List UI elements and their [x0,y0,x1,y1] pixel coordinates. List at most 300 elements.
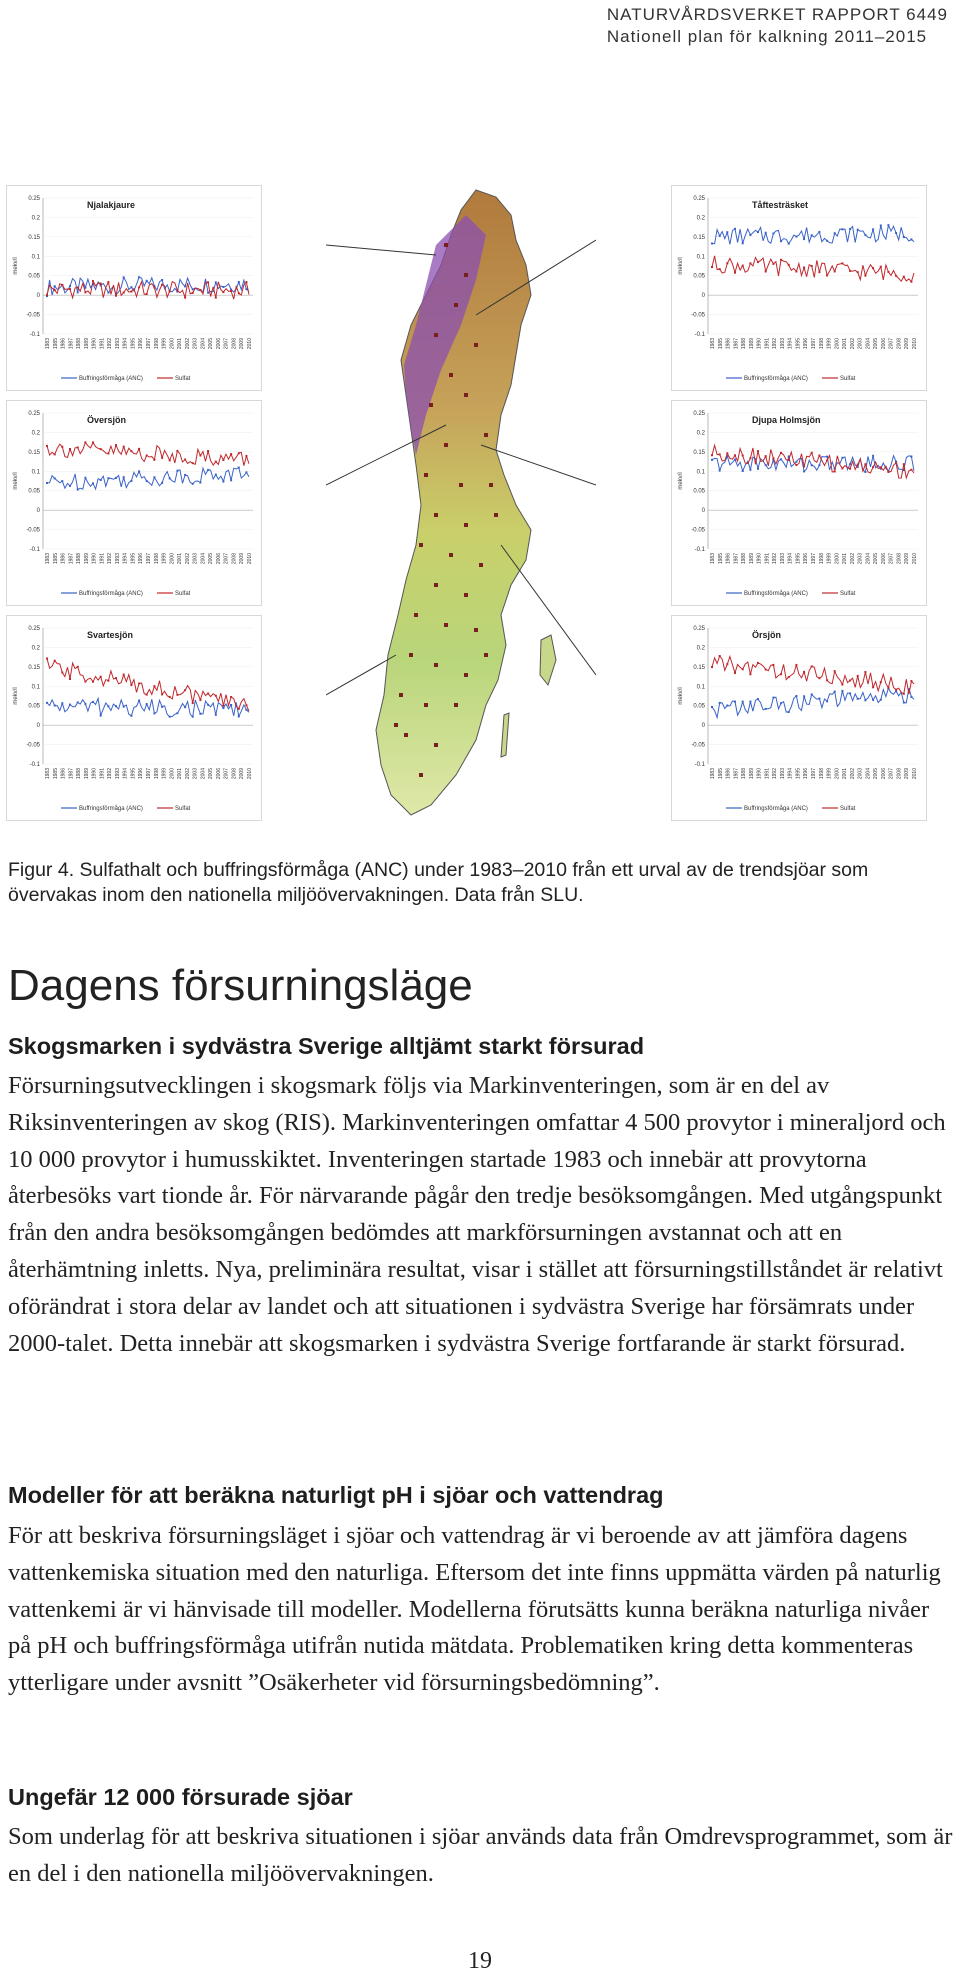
anc-point [77,291,79,293]
chart-title: Tåftesträsket [752,200,809,210]
figure-caption: Figur 4. Sulfathalt och buffringsförmåga (ANC) under 1983–2010 från ett urval av de trendsjöar som övervakas inom den nationella miljöövervakningen. Data från SLU. [8,859,869,906]
sulfat-point [872,267,874,269]
anc-point [192,483,194,485]
sulfat-point [100,676,102,678]
lake-marker [444,623,448,627]
x-tick-label: 1989 [748,768,755,780]
lake-marker [434,583,438,587]
x-tick-label: 1998 [153,768,160,780]
x-tick-label: 1988 [76,768,83,780]
sulfat-point [169,290,171,292]
sulfat-point [711,666,713,668]
sulfat-point [857,675,859,677]
sulfat-point [895,462,897,464]
sulfat-point [130,291,132,293]
sulfat-point [176,450,178,452]
sulfat-point [192,702,194,704]
x-tick-label: 2005 [208,768,215,780]
anc-point [826,240,828,242]
x-tick-label: 1991 [764,338,771,350]
y-axis-label: mekv/l [13,687,19,705]
x-tick-label: 1999 [161,553,168,565]
x-tick-label: 2008 [231,338,238,350]
x-tick-label: 1992 [772,553,779,565]
lake-marker [424,703,428,707]
x-tick-label: 2000 [834,553,841,565]
sulfat-point [795,464,797,466]
anc-point [780,702,782,704]
lake-marker [414,613,418,617]
x-tick-label: 1990 [91,338,98,350]
x-tick-label: 2004 [200,338,207,350]
x-tick-label: 2009 [239,768,246,780]
x-tick-label: 1985 [52,338,59,350]
sulfat-point [138,683,140,685]
sulfat-point [749,262,751,264]
sulfat-point [864,671,866,673]
x-tick-label: 1999 [826,553,833,565]
sulfat-point [811,665,813,667]
x-tick-label: 1992 [107,768,114,780]
x-tick-label: 1990 [756,768,763,780]
x-tick-label: 1994 [122,338,129,350]
anc-point [910,238,912,240]
anc-point [826,456,828,458]
trend-chart [672,186,926,390]
anc-point [130,715,132,717]
section-heading-sjoar: Ungefär 12 000 försurade sjöar [8,1784,353,1810]
trend-chart [7,186,261,390]
sulfat-point [54,453,56,455]
x-tick-label: 1997 [811,768,817,780]
sulfat-point [92,442,94,444]
sulfat-point [123,292,125,294]
anc-point [61,702,63,704]
sulfat-point [872,466,874,468]
figure-4 [6,185,956,825]
x-tick-label: 1988 [76,338,83,350]
sulfat-point [230,696,232,698]
sulfat-point [895,275,897,277]
x-tick-label: 1995 [795,768,802,780]
x-tick-label: 1983 [710,553,716,565]
sulfat-point [803,267,805,269]
x-tick-label: 1985 [52,553,59,565]
sulfat-point [230,453,232,455]
y-tick-label: 0.25 [693,626,705,632]
x-tick-label: 2005 [873,338,880,350]
y-tick-label: 0.2 [31,430,40,437]
sulfat-point [161,457,163,459]
anc-point [123,706,125,708]
anc-point [77,489,79,491]
anc-point [192,716,194,718]
sulfat-series-line [47,442,249,465]
trend-chart [672,401,926,605]
anc-series-line [712,225,914,244]
legend-anc: Buffringsförmåga (ANC) [744,806,808,812]
anc-point [780,458,782,460]
anc-point [107,705,109,707]
sulfat-point [772,263,774,265]
sulfat-point [77,287,79,289]
x-tick-label: 1996 [803,338,810,350]
y-tick-label: 0.25 [693,196,705,202]
sulfat-point [903,463,905,465]
x-tick-label: 2010 [912,338,918,350]
anc-point [215,281,217,283]
lake-marker [489,483,493,487]
lake-marker [459,483,463,487]
y-tick-label: -0.05 [691,742,705,749]
x-tick-label: 1985 [717,553,724,565]
sulfat-point [795,271,797,273]
anc-point [184,285,186,287]
sulfat-point [138,286,140,288]
legend-sulfat: Sulfat [840,591,856,597]
x-tick-label: 1998 [818,338,825,350]
sulfat-point [146,455,148,457]
lake-marker [419,773,423,777]
anc-point [788,711,790,713]
sulfat-series-line [712,256,914,282]
x-tick-label: 2001 [842,768,849,780]
anc-point [742,242,744,244]
y-axis-label: mekv/l [678,257,684,275]
anc-point [238,467,240,469]
y-axis-label: mekv/l [13,472,19,490]
chart-title: Örsjön [752,630,782,640]
anc-point [887,224,889,226]
anc-point [864,234,866,236]
x-tick-label: 2000 [169,553,176,565]
sulfat-point [765,455,767,457]
sulfat-point [788,459,790,461]
x-tick-label: 1987 [733,338,740,350]
sulfat-point [772,457,774,459]
sulfat-point [92,681,94,683]
sulfat-point [734,272,736,274]
sulfat-point [46,294,48,296]
x-tick-label: 1990 [91,768,98,780]
anc-point [910,456,912,458]
lake-marker [409,653,413,657]
sulfat-point [146,293,148,295]
anc-point [826,700,828,702]
sulfat-point [192,292,194,294]
sulfat-point [199,699,201,701]
y-tick-label: -0.1 [29,762,40,768]
anc-point [77,701,79,703]
x-tick-label: 1993 [779,553,786,565]
y-tick-label: 0.1 [696,254,705,261]
x-tick-label: 1985 [717,338,724,350]
sulfat-point [726,663,728,665]
sulfat-point [100,283,102,285]
x-tick-label: 1988 [741,768,748,780]
x-tick-label: 2008 [231,768,238,780]
y-tick-label: 0.25 [28,411,40,417]
y-tick-label: 0.15 [28,449,40,456]
x-tick-label: 1986 [60,338,67,350]
anc-point [795,461,797,463]
x-tick-label: 1992 [107,338,114,350]
y-tick-label: 0.05 [28,703,40,710]
sulfat-point [184,297,186,299]
anc-point [92,482,94,484]
anc-point [69,704,71,706]
sulfat-point [123,674,125,676]
anc-point [69,285,71,287]
anc-point [245,709,247,711]
y-tick-label: -0.1 [694,332,705,338]
anc-point [849,692,851,694]
lake-marker [419,543,423,547]
x-tick-label: 2003 [857,553,864,565]
anc-point [230,479,232,481]
x-tick-label: 1993 [114,338,121,350]
y-tick-label: 0.1 [31,469,40,476]
x-tick-label: 1993 [779,768,786,780]
sulfat-point [903,276,905,278]
x-tick-label: 2000 [834,338,841,350]
x-tick-label: 2002 [184,553,191,565]
anc-point [84,703,86,705]
x-tick-label: 1991 [99,338,106,350]
sulfat-point [107,281,109,283]
sulfat-point [726,452,728,454]
sulfat-point [803,671,805,673]
anc-point [146,280,148,282]
lake-marker [494,513,498,517]
lake-marker [479,563,483,567]
sulfat-point [910,680,912,682]
y-tick-label: 0.05 [28,273,40,280]
chart-panel-orsjon [671,615,927,821]
anc-point [788,243,790,245]
sulfat-point [69,288,71,290]
sulfat-point [841,467,843,469]
x-tick-label: 1995 [130,338,137,350]
lake-marker [429,403,433,407]
running-header [607,4,948,48]
legend-sulfat: Sulfat [840,806,856,812]
x-tick-label: 2005 [873,768,880,780]
lake-marker [449,373,453,377]
trend-chart [7,401,261,605]
sulfat-point [818,271,820,273]
sulfat-point [153,685,155,687]
y-tick-label: 0.2 [696,645,705,652]
sulfat-point [215,695,217,697]
anc-point [772,697,774,699]
sulfat-point [100,448,102,450]
anc-point [765,708,767,710]
x-tick-label: 1994 [787,553,794,565]
x-tick-label: 2002 [849,338,856,350]
sulfat-point [826,274,828,276]
anc-point [169,716,171,718]
x-tick-label: 1992 [107,553,114,565]
sulfat-point [895,689,897,691]
sulfat-point [54,289,56,291]
x-tick-label: 1987 [733,768,740,780]
anc-point [841,690,843,692]
sulfat-point [215,461,217,463]
x-tick-label: 1994 [787,768,794,780]
anc-point [857,698,859,700]
sulfat-point [780,452,782,454]
sulfat-point [130,450,132,452]
x-tick-label: 2000 [834,768,841,780]
y-tick-label: 0.15 [693,664,705,671]
sulfat-point [780,259,782,261]
x-tick-label: 2008 [896,553,903,565]
sulfat-point [61,284,63,286]
x-tick-label: 2003 [857,768,864,780]
sulfat-point [207,450,209,452]
x-tick-label: 2003 [192,338,199,350]
x-tick-label: 2003 [857,338,864,350]
sulfat-point [857,464,859,466]
sulfat-point [238,292,240,294]
lake-marker [454,703,458,707]
sulfat-point [719,268,721,270]
x-tick-label: 1996 [138,338,145,350]
anc-point [222,707,224,709]
y-tick-label: 0.1 [31,254,40,261]
sulfat-point [46,445,48,447]
anc-point [138,470,140,472]
lake-marker [484,653,488,657]
anc-point [146,480,148,482]
lake-marker [484,433,488,437]
lake-marker [474,628,478,632]
x-tick-label: 2001 [177,768,184,780]
sulfat-point [826,459,828,461]
x-tick-label: 1992 [772,338,779,350]
anc-point [880,699,882,701]
x-tick-label: 1995 [795,338,802,350]
legend-sulfat: Sulfat [175,806,191,812]
lake-marker [399,693,403,697]
x-tick-label: 1990 [91,553,98,565]
x-tick-label: 2010 [247,553,253,565]
x-tick-label: 1987 [68,553,75,565]
anc-point [872,699,874,701]
lake-marker [444,243,448,247]
x-tick-label: 2002 [849,768,856,780]
anc-point [803,470,805,472]
sulfat-point [115,444,117,446]
anc-point [245,471,247,473]
section-body-sjoar: Som underlag för att beskriva situationen i sjöar används data från Omdrevsprogrammet, som är en del i den nationella miljöövervakningen. [8,1823,953,1887]
y-tick-label: 0.25 [28,196,40,202]
legend-anc: Buffringsförmåga (ANC) [744,376,808,382]
anc-point [192,288,194,290]
anc-point [765,232,767,234]
anc-point [872,228,874,230]
x-tick-label: 2003 [192,553,199,565]
y-tick-label: 0 [36,723,40,730]
anc-point [138,700,140,702]
anc-point [818,464,820,466]
lake-marker [464,273,468,277]
x-tick-label: 2006 [215,768,222,780]
x-tick-label: 1983 [710,768,716,780]
anc-point [811,234,813,236]
x-tick-label: 2000 [169,768,176,780]
sulfat-point [138,448,140,450]
x-tick-label: 1989 [748,553,755,565]
anc-point [849,228,851,230]
anc-point [61,480,63,482]
y-tick-label: 0.25 [693,411,705,417]
sulfat-point [849,270,851,272]
x-tick-label: 1989 [748,338,755,350]
sulfat-point [115,295,117,297]
anc-point [169,477,171,479]
x-tick-label: 1999 [826,768,833,780]
page-number: 19 [468,1948,492,1974]
sulfat-point [222,705,224,707]
trend-chart [7,616,261,820]
x-tick-label: 2010 [247,768,253,780]
anc-point [238,281,240,283]
lake-marker [434,663,438,667]
sulfat-point [841,684,843,686]
sulfat-point [69,678,71,680]
x-tick-label: 1986 [725,768,732,780]
x-tick-label: 1989 [83,338,90,350]
anc-point [864,471,866,473]
anc-point [834,232,836,234]
anc-point [161,279,163,281]
sulfat-point [77,447,79,449]
sulfat-point [222,459,224,461]
sulfat-point [887,687,889,689]
x-tick-label: 1999 [161,338,168,350]
sulfat-point [887,271,889,273]
sulfat-point [811,265,813,267]
anc-point [46,482,48,484]
anc-point [726,231,728,233]
anc-point [184,474,186,476]
sulfat-point [880,466,882,468]
y-tick-label: -0.05 [26,742,40,749]
sulfat-point [222,291,224,293]
chart-title: Svartesjön [87,630,134,640]
sulfat-point [245,281,247,283]
x-tick-label: 2010 [912,768,918,780]
x-tick-label: 1995 [130,768,137,780]
anc-point [711,706,713,708]
x-tick-label: 1986 [60,553,67,565]
x-tick-label: 2008 [896,768,903,780]
y-tick-label: 0.1 [696,684,705,691]
x-tick-label: 1993 [114,553,121,565]
anc-point [742,470,744,472]
legend-sulfat: Sulfat [175,376,191,382]
x-tick-label: 1997 [146,338,152,350]
anc-point [841,457,843,459]
y-tick-label: 0 [701,723,705,730]
y-tick-label: -0.05 [26,527,40,534]
lake-marker [434,513,438,517]
lake-marker [444,443,448,447]
x-tick-label: 1998 [153,553,160,565]
x-tick-label: 1993 [779,338,786,350]
